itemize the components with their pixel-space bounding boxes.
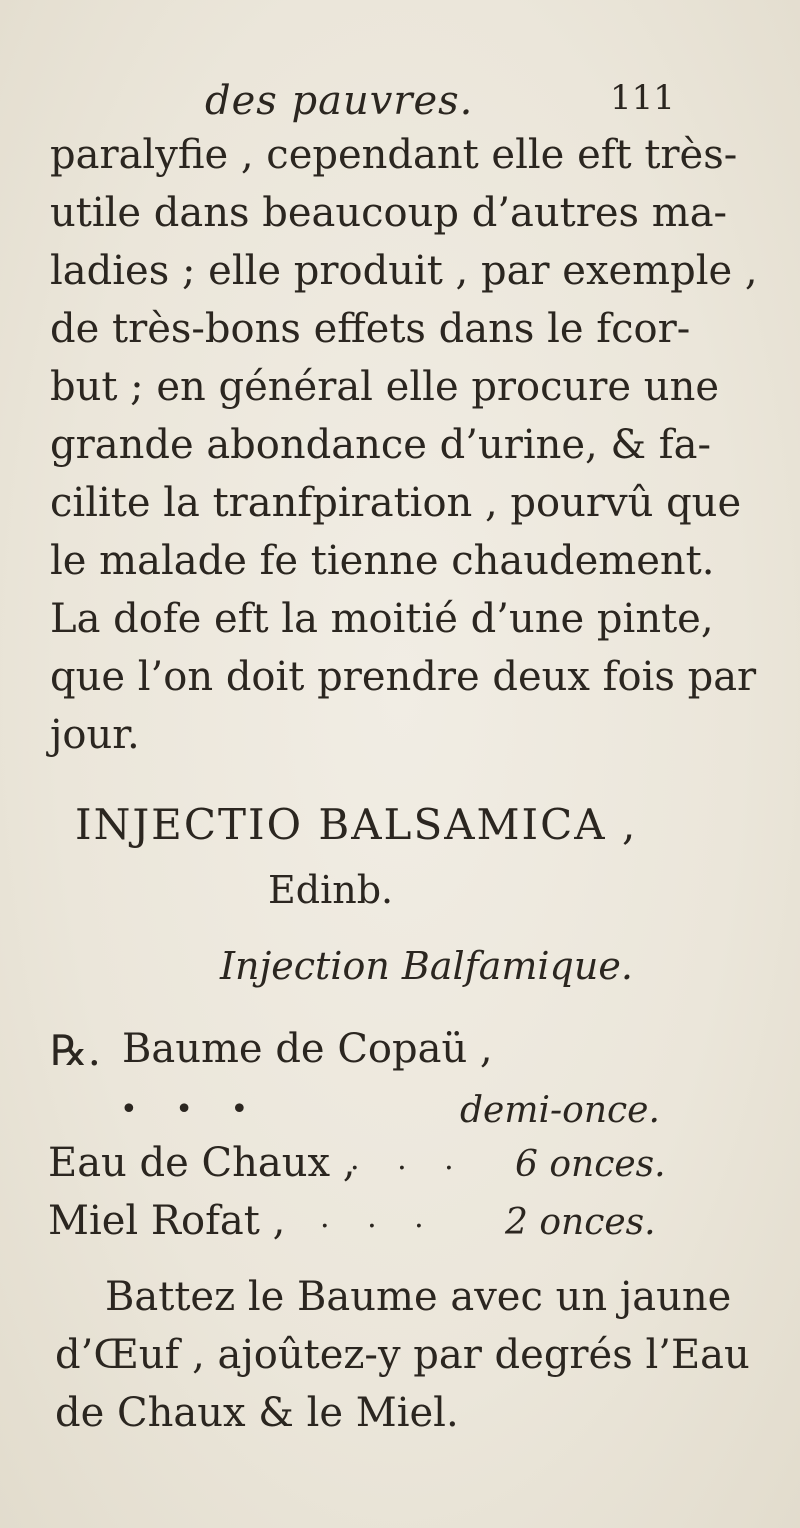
page-number: 111	[610, 78, 675, 118]
running-title: des pauvres.	[205, 78, 474, 124]
recipe-source: Edinb.	[268, 868, 394, 912]
recipe-french-title: Injection Balfamique.	[220, 944, 633, 988]
ingredient-quantity: 6 onces.	[515, 1144, 666, 1185]
instruction-line: d’Œuf , ajoûtez-y par degrés l’Eau	[55, 1332, 750, 1378]
instruction-line: de Chaux & le Miel.	[55, 1390, 459, 1436]
recipe-title: INJECTIO BALSAMICA ,	[75, 800, 638, 849]
text-line: paralyfie , cependant elle eft très-	[50, 132, 738, 178]
prescription-symbol: ℞.	[50, 1026, 102, 1075]
leader-dots: . . .	[320, 1200, 438, 1235]
text-line: but ; en général elle procure une	[50, 364, 720, 410]
text-line: que l’on doit prendre deux fois par	[50, 654, 757, 700]
ingredient-row	[0, 1198, 800, 1254]
page-header	[0, 78, 800, 128]
ingredient-name: Miel Rofat ,	[48, 1198, 286, 1244]
ingredient-row	[0, 1026, 800, 1082]
leader-dots: . . .	[350, 1142, 468, 1177]
ingredient-quantity: 2 onces.	[505, 1202, 656, 1243]
text-line: cilite la tranfpiration , pourvû que	[50, 480, 742, 526]
text-line: La dofe eft la moitié d’une pinte,	[50, 596, 714, 642]
instruction-line: Battez le Baume avec un jaune	[105, 1274, 732, 1320]
leader-dots: • • •	[120, 1092, 263, 1127]
text-line: ladies ; elle produit , par exemple ,	[50, 248, 758, 294]
ingredient-name: Eau de Chaux ,	[48, 1140, 356, 1186]
ingredient-name: Baume de Copaü ,	[122, 1026, 493, 1072]
text-line: jour.	[50, 712, 140, 758]
ingredient-row	[0, 1140, 800, 1196]
text-line: le malade fe tienne chaudement.	[50, 538, 715, 584]
ingredient-quantity: demi-once.	[460, 1090, 660, 1131]
text-line: grande abondance d’urine, & fa-	[50, 422, 711, 468]
text-line: utile dans beaucoup d’autres ma-	[50, 190, 728, 236]
text-line: de très-bons effets dans le fcor-	[50, 306, 691, 352]
ingredient-row	[0, 1086, 800, 1142]
